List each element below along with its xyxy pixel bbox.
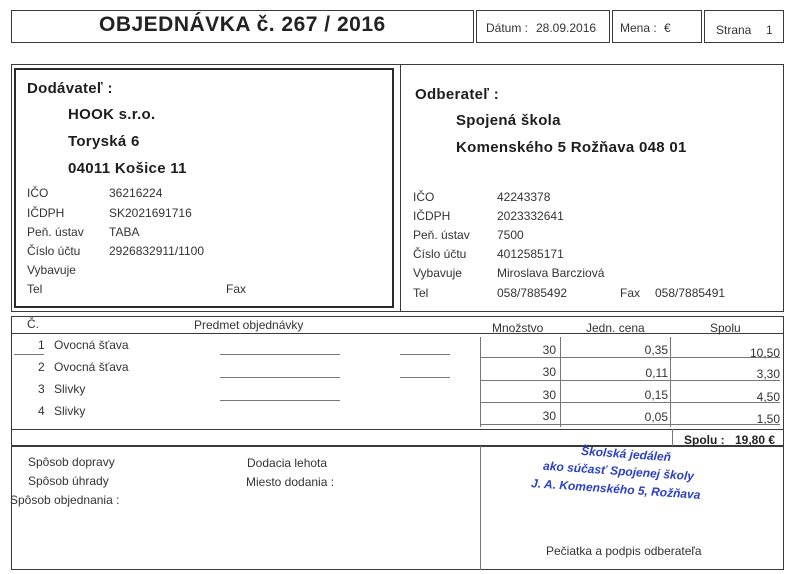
customer-fax-label: Fax — [620, 286, 641, 300]
customer-ico-value: 42243378 — [497, 190, 551, 204]
col-rule — [480, 337, 481, 427]
row-total: 3,30 — [756, 367, 780, 381]
currency-value: € — [664, 21, 671, 35]
customer-heading: Odberateľ : — [415, 86, 500, 103]
row-rule — [480, 402, 780, 403]
row-rule — [400, 377, 450, 378]
row-quantity: 30 — [542, 388, 556, 402]
row-rule — [480, 380, 780, 381]
footer-divider — [480, 446, 481, 570]
transport-label: Spôsob dopravy — [28, 455, 115, 469]
supplier-account-value: 2926832911/1100 — [109, 244, 204, 258]
date-label: Dátum : — [486, 21, 529, 35]
row-rule — [14, 354, 44, 355]
page-title: OBJEDNÁVKA č. 267 / 2016 — [99, 13, 386, 36]
col-header-total: Spolu — [710, 321, 741, 335]
sum-divider — [672, 429, 673, 446]
supplier-tel-label: Tel — [27, 282, 43, 296]
row-rule — [220, 377, 340, 378]
supplier-city: 04011 Košice 11 — [68, 160, 187, 177]
supplier-icdph-value: SK2021691716 — [109, 206, 192, 220]
customer-icdph-label: IČDPH — [413, 209, 451, 223]
col-rule — [670, 337, 671, 427]
row-unit-price: 0,15 — [644, 388, 668, 402]
row-rule — [480, 357, 780, 358]
col-header-quantity: Množstvo — [492, 321, 544, 335]
row-unit-price: 0,35 — [644, 343, 668, 357]
customer-address: Komenského 5 Rožňava 048 01 — [456, 139, 687, 156]
row-item-name: Slivky — [54, 404, 86, 418]
supplier-ico-value: 36216224 — [109, 186, 163, 200]
supplier-name: HOOK s.r.o. — [68, 106, 156, 123]
supplier-bank-value: TABA — [109, 225, 140, 239]
row-item-name: Ovocná šťava — [54, 338, 129, 352]
row-rule — [480, 424, 780, 425]
row-total: 10,50 — [749, 346, 780, 360]
customer-icdph-value: 2023332641 — [497, 209, 564, 223]
order-method-label: Spôsob objednania : — [10, 493, 120, 507]
supplier-heading: Dodávateľ : — [27, 80, 113, 97]
col-header-unit-price: Jedn. cena — [586, 321, 645, 335]
row-unit-price: 0,11 — [645, 366, 668, 380]
col-header-number: Č. — [27, 317, 39, 331]
customer-fax-value: 058/7885491 — [655, 286, 726, 300]
customer-tel-label: Tel — [413, 286, 429, 300]
row-number: 1 — [38, 338, 45, 352]
row-item-name: Ovocná šťava — [54, 360, 129, 374]
supplier-bank-label: Peň. ústav — [27, 225, 84, 239]
supplier-icdph-label: IČDPH — [27, 206, 65, 220]
supplier-fax-label: Fax — [226, 282, 247, 296]
row-rule — [220, 400, 340, 401]
customer-account-label: Číslo účtu — [413, 247, 467, 261]
customer-account-value: 4012585171 — [497, 247, 564, 261]
row-item-name: Slivky — [54, 382, 86, 396]
row-number: 2 — [38, 360, 45, 374]
sum-label: Spolu : — [684, 433, 725, 447]
customer-bank-label: Peň. ústav — [413, 228, 470, 242]
customer-contact-label: Vybavuje — [413, 266, 462, 280]
stamp-line-1: Školská jedáleň — [580, 443, 672, 465]
page-number: 1 — [766, 23, 773, 37]
customer-bank-value: 7500 — [497, 228, 524, 242]
row-total: 1,50 — [756, 412, 780, 426]
sum-rule — [11, 429, 784, 430]
row-total: 4,50 — [756, 390, 780, 404]
customer-tel-value: 058/7885492 — [497, 286, 568, 300]
stamp-line-2: ako súčasť Spojenej školy — [542, 458, 695, 484]
row-quantity: 30 — [542, 365, 556, 379]
supplier-ico-label: IČO — [27, 186, 49, 200]
supplier-account-label: Číslo účtu — [27, 244, 81, 258]
row-quantity: 30 — [542, 409, 556, 423]
row-rule — [220, 354, 340, 355]
delivery-term-label: Dodacia lehota — [247, 456, 328, 470]
supplier-street: Toryská 6 — [68, 133, 140, 150]
date-value: 28.09.2016 — [536, 21, 597, 35]
stamp-line-3: J. A. Komenského 5, Rožňava — [530, 476, 701, 502]
row-quantity: 30 — [542, 343, 556, 357]
page-label: Strana — [716, 23, 752, 37]
row-rule — [400, 354, 450, 355]
payment-label: Spôsob úhrady — [28, 474, 109, 488]
customer-name: Spojená škola — [456, 112, 561, 129]
sum-value: 19,80 € — [735, 433, 776, 447]
currency-label: Mena : — [620, 21, 657, 35]
row-unit-price: 0,05 — [644, 410, 668, 424]
customer-ico-label: IČO — [413, 190, 435, 204]
col-rule — [560, 337, 561, 427]
delivery-place-label: Miesto dodania : — [246, 475, 335, 489]
supplier-contact-label: Vybavuje — [27, 263, 76, 277]
signature-label: Pečiatka a podpis odberateľa — [546, 544, 702, 558]
items-header-rule — [11, 333, 784, 334]
row-number: 4 — [38, 404, 45, 418]
customer-contact-value: Miroslava Barcziová — [497, 266, 605, 280]
col-header-subject: Predmet objednávky — [194, 318, 304, 332]
address-divider — [400, 64, 401, 312]
row-number: 3 — [38, 382, 45, 396]
items-table — [11, 316, 784, 446]
